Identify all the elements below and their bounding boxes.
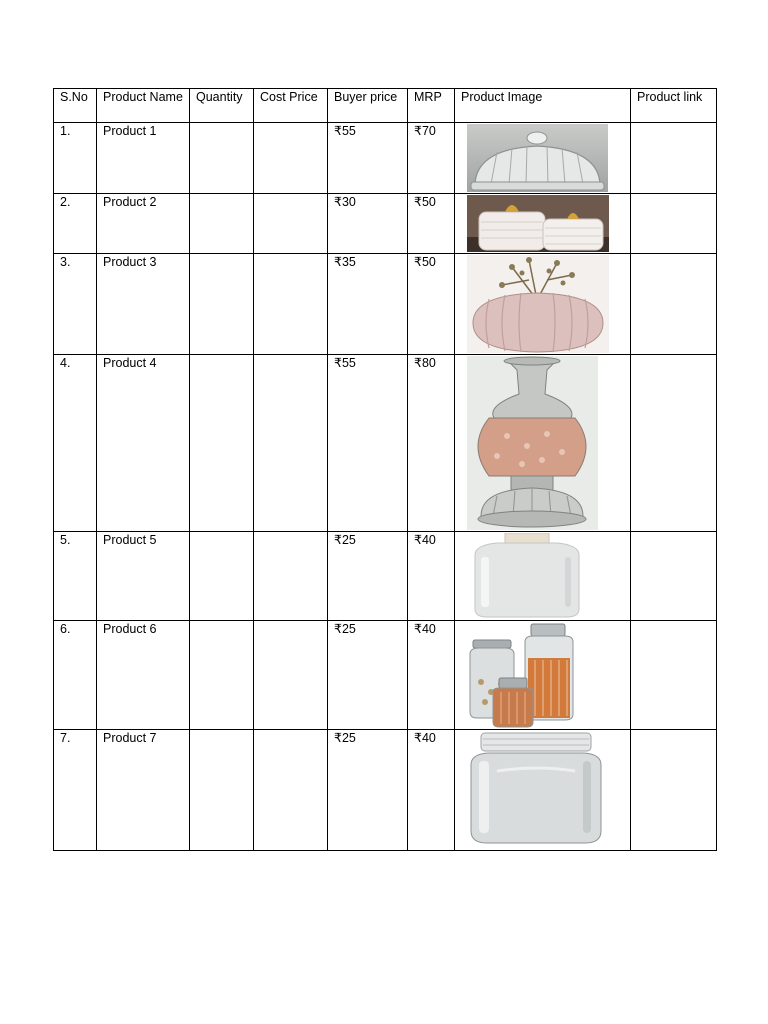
cell-sno: 1. [54,123,97,194]
pink-ribbed-glass-vase-image [467,255,609,353]
cell-product-link[interactable] [631,621,717,730]
header-buyer-price: Buyer price [328,89,408,123]
cell-sno: 3. [54,254,97,355]
table-row [54,355,717,532]
cell-mrp: ₹40 [408,621,455,730]
cell-cost-price[interactable] [254,730,328,851]
cell-product-name: Product 1 [97,123,190,194]
cell-cost-price[interactable] [254,532,328,621]
cell-buyer-price: ₹30 [328,194,408,254]
cell-mrp: ₹50 [408,194,455,254]
cell-cost-price[interactable] [254,254,328,355]
ribbed-glass-canisters-image [467,622,577,728]
cell-product-name: Product 4 [97,355,190,532]
cell-product-name: Product 5 [97,532,190,621]
cell-product-name: Product 3 [97,254,190,355]
cell-product-link[interactable] [631,730,717,851]
header-quantity: Quantity [190,89,254,123]
header-cost-price: Cost Price [254,89,328,123]
cell-product-link[interactable] [631,532,717,621]
header-product-image: Product Image [455,89,631,123]
cell-mrp: ₹50 [408,254,455,355]
cell-cost-price[interactable] [254,194,328,254]
pink-glass-decorative-vase-image [467,356,598,530]
cell-cost-price[interactable] [254,621,328,730]
header-product-link: Product link [631,89,717,123]
cell-quantity[interactable] [190,621,254,730]
product-table [53,88,717,851]
cell-buyer-price: ₹55 [328,123,408,194]
header-row [54,89,717,123]
cell-buyer-price: ₹35 [328,254,408,355]
cell-cost-price[interactable] [254,123,328,194]
table-row [54,194,717,254]
cell-quantity[interactable] [190,730,254,851]
cell-product-link[interactable] [631,123,717,194]
table-row [54,532,717,621]
cell-mrp: ₹70 [408,123,455,194]
cell-sno: 6. [54,621,97,730]
table-row [54,123,717,194]
cell-product-name: Product 7 [97,730,190,851]
clear-glass-jar-image [467,533,587,619]
cell-product-name: Product 6 [97,621,190,730]
wide-clear-glass-jar-image [467,731,605,846]
cell-product-link[interactable] [631,194,717,254]
cell-quantity[interactable] [190,532,254,621]
cell-quantity[interactable] [190,194,254,254]
cell-buyer-price: ₹25 [328,730,408,851]
cell-mrp: ₹80 [408,355,455,532]
cell-sno: 4. [54,355,97,532]
cell-quantity[interactable] [190,254,254,355]
cell-quantity[interactable] [190,355,254,532]
header-mrp: MRP [408,89,455,123]
cell-product-link[interactable] [631,254,717,355]
cell-cost-price[interactable] [254,355,328,532]
cell-buyer-price: ₹25 [328,532,408,621]
cell-mrp: ₹40 [408,730,455,851]
cell-product-name: Product 2 [97,194,190,254]
cell-sno: 7. [54,730,97,851]
cell-quantity[interactable] [190,123,254,194]
cell-sno: 5. [54,532,97,621]
cell-buyer-price: ₹55 [328,355,408,532]
white-textured-jars-gold-lids-image [467,195,609,252]
cell-product-link[interactable] [631,355,717,532]
glass-lidded-bowl-image [467,124,608,192]
cell-mrp: ₹40 [408,532,455,621]
table-row [54,254,717,355]
table-row [54,730,717,851]
header-product-name: Product Name [97,89,190,123]
cell-buyer-price: ₹25 [328,621,408,730]
header-sno: S.No [54,89,97,123]
cell-sno: 2. [54,194,97,254]
table-row [54,621,717,730]
